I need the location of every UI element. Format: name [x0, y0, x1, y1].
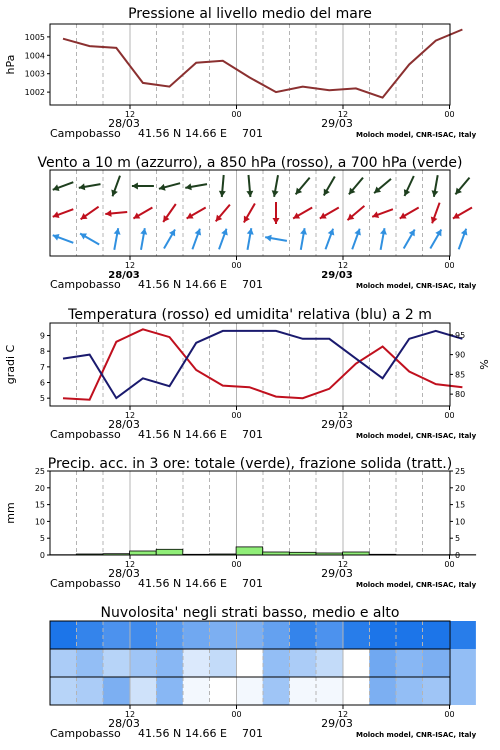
- precip-ytick-right-label: 20: [455, 483, 466, 493]
- wind-arrow: [455, 178, 469, 195]
- wind-arrow: [219, 229, 228, 250]
- cloud-cell-medio: [130, 649, 157, 677]
- wind-arrow: [272, 175, 279, 197]
- cloud-cell-basso: [210, 677, 237, 705]
- precip-ytick-right-label: 10: [455, 517, 466, 527]
- temp-rh-ytick-right-label: 90: [455, 350, 466, 360]
- temp-rh-elev: 701: [242, 428, 263, 441]
- pressure-lon: 14.66 E: [185, 127, 227, 140]
- temp-rh-date-label: 28/03: [108, 418, 140, 431]
- wind-arrow: [219, 175, 226, 197]
- wind-date-label: 28/03: [108, 270, 140, 281]
- wind-arrow: [348, 206, 365, 220]
- precip-ytick-right-label: 15: [455, 500, 466, 510]
- cloud-cell-alto: [50, 621, 77, 649]
- cloud-cell-medio: [343, 649, 370, 677]
- cloud-cell-alto: [263, 621, 290, 649]
- cloud-cell-basso: [50, 677, 77, 705]
- precip-title: Precip. acc. in 3 ore: totale (verde), frazione solida (tratt.): [47, 456, 453, 472]
- wind-elev: 701: [242, 278, 263, 291]
- temp-rh-ytick-right-label: 95: [455, 330, 466, 340]
- cloud-xtick-label: 12: [337, 710, 349, 719]
- cloud-cell-alto: [236, 621, 263, 649]
- pressure-credit: Moloch model, CNR-ISAC, Italy: [356, 131, 477, 139]
- cloud-cell-basso: [423, 677, 450, 705]
- wind-arrow: [192, 229, 201, 250]
- pressure-date-label: 28/03: [108, 117, 140, 130]
- cloud-date-label: 28/03: [108, 717, 140, 730]
- cloud-cell-medio: [263, 649, 290, 677]
- wind-arrow: [374, 179, 391, 193]
- pressure-ylabel: hPa: [4, 54, 17, 75]
- cloud-cell-medio: [76, 649, 103, 677]
- wind-arrow: [273, 202, 280, 224]
- precip-xtick-label: 00: [231, 560, 242, 569]
- cloud-cell-medio: [210, 649, 237, 677]
- cloud-cell-alto: [210, 621, 237, 649]
- precip-ytick-right-label: 25: [455, 467, 466, 476]
- precip-ytick-label: 0: [39, 551, 45, 560]
- wind-arrow: [53, 209, 74, 218]
- precip-frame: [50, 471, 450, 555]
- cloud-cell-medio: [103, 649, 130, 677]
- temp-rh-ytick-right-label: 85: [455, 370, 466, 380]
- wind-arrow: [216, 205, 230, 222]
- pressure-location: Campobasso: [50, 127, 121, 140]
- wind-arrow: [459, 229, 468, 250]
- cloud-cell-alto: [316, 621, 343, 649]
- temp-rh-ytick-label: 9: [39, 331, 45, 341]
- precip-credit: Moloch model, CNR-ISAC, Italy: [356, 581, 477, 589]
- precip-ytick-label: 15: [34, 500, 45, 510]
- cloud-cell-alto: [103, 621, 130, 649]
- precip-lat: 41.56 N: [138, 577, 182, 590]
- precip-ytick-right-label: 0: [455, 551, 461, 560]
- temp-rh-ylabel-right: %: [478, 359, 491, 370]
- precip-ytick-label: 5: [39, 534, 45, 544]
- cloud-xtick-label: 00: [231, 710, 242, 719]
- wind-xtick-label: 12: [337, 261, 349, 270]
- pressure-ytick-label: 1003: [24, 69, 45, 79]
- wind-arrow: [246, 175, 253, 197]
- cloud-cell-medio: [183, 649, 210, 677]
- cloud-cell-alto: [343, 621, 370, 649]
- temp-rh-location: Campobasso: [50, 428, 121, 441]
- wind-arrow: [111, 176, 120, 197]
- cloud-cell-basso: [343, 677, 370, 705]
- wind-arrow: [372, 209, 393, 218]
- temp-rh-ylabel-left: gradi C: [4, 344, 17, 385]
- temp-rh-xtick-label: 00: [444, 411, 455, 420]
- wind-xtick-label: 00: [231, 261, 242, 270]
- cloud-location: Campobasso: [50, 727, 121, 740]
- wind-arrow: [352, 229, 361, 250]
- cloud-lon: 14.66 E: [185, 727, 227, 740]
- temp-rh-ytick-label: 6: [39, 378, 45, 388]
- cloud-cell-medio: [369, 649, 396, 677]
- cloud-cell-alto: [130, 621, 157, 649]
- cloud-elev: 701: [242, 727, 263, 740]
- cloud-cell-basso: [263, 677, 290, 705]
- cloud-cell-alto: [449, 621, 476, 649]
- precip-ytick-right-label: 5: [455, 534, 461, 544]
- pressure-frame: [50, 24, 450, 105]
- wind-arrow: [159, 183, 180, 191]
- temp-rh-lat: 41.56 N: [138, 428, 182, 441]
- cloud-cell-alto: [76, 621, 103, 649]
- cloud-cell-basso: [369, 677, 396, 705]
- precip-ytick-label: 10: [34, 517, 45, 527]
- wind-arrow: [265, 235, 287, 242]
- wind-arrow: [324, 177, 335, 196]
- wind-arrow: [380, 228, 387, 250]
- cloud-cell-basso: [76, 677, 103, 705]
- cloud-cell-alto: [396, 621, 423, 649]
- wind-arrow: [163, 204, 176, 222]
- pressure-ytick-label: 1004: [24, 51, 45, 61]
- precip-xtick-label: 12: [337, 560, 349, 569]
- temp-rh-ytick-right-label: 80: [455, 390, 466, 400]
- pressure-elev: 701: [242, 127, 263, 140]
- cloud-cell-medio: [289, 649, 316, 677]
- cloud-date-label: 29/03: [321, 717, 353, 730]
- wind-lon: 14.66 E: [185, 278, 227, 291]
- wind-arrow: [81, 207, 99, 220]
- cloud-cell-medio: [423, 649, 450, 677]
- cloud-title: Nuvolosita' negli strati basso, medio e alto: [100, 605, 400, 621]
- pressure-xtick-label: 12: [337, 110, 349, 119]
- wind-arrow: [300, 228, 307, 250]
- precip-ylabel: mm: [4, 502, 17, 524]
- pressure-ytick-label: 1005: [24, 32, 45, 42]
- temp-rh-xtick-label: 00: [231, 411, 242, 420]
- cloud-cell-basso: [130, 677, 157, 705]
- cloud-cell-alto: [369, 621, 396, 649]
- cloud-cell-basso: [396, 677, 423, 705]
- wind-credit: Moloch model, CNR-ISAC, Italy: [356, 282, 477, 290]
- wind-arrow: [453, 208, 472, 219]
- wind-arrow: [164, 230, 175, 249]
- wind-arrow: [404, 176, 414, 196]
- cloud-xtick-label: 00: [444, 710, 455, 719]
- temp-rh-lon: 14.66 E: [185, 428, 227, 441]
- precip-ytick-label: 25: [34, 467, 45, 476]
- precip-xtick-label: 00: [444, 560, 455, 569]
- wind-xtick-label: 12: [124, 261, 136, 270]
- cloud-cell-medio: [396, 649, 423, 677]
- pressure-title: Pressione al livello medio del mare: [128, 6, 372, 22]
- wind-arrow: [105, 210, 127, 217]
- temp-rh-ytick-label: 5: [39, 394, 45, 404]
- cloud-cell-medio: [156, 649, 183, 677]
- wind-arrow: [187, 208, 206, 219]
- wind-arrow: [114, 228, 121, 250]
- wind-arrow: [296, 178, 310, 195]
- pressure-xtick-label: 00: [444, 110, 455, 119]
- precip-date-label: 29/03: [321, 567, 353, 580]
- wind-title: Vento a 10 m (azzurro), a 850 hPa (rosso), a 700 hPa (verde): [37, 155, 463, 171]
- cloud-xtick-label: 12: [124, 710, 136, 719]
- cloud-cell-alto: [183, 621, 210, 649]
- cloud-cell-basso: [449, 677, 476, 705]
- pressure-xtick-label: 12: [124, 110, 136, 119]
- cloud-cell-alto: [156, 621, 183, 649]
- wind-arrow: [349, 178, 363, 195]
- precip-xtick-label: 12: [124, 560, 136, 569]
- wind-arrow: [432, 175, 439, 197]
- cloud-cell-medio: [50, 649, 77, 677]
- wind-arrow: [133, 208, 152, 219]
- cloud-cell-basso: [156, 677, 183, 705]
- cloud-lat: 41.56 N: [138, 727, 182, 740]
- temp-rh-xtick-label: 12: [337, 411, 349, 420]
- wind-arrow: [247, 228, 254, 250]
- precip-bar: [156, 549, 183, 555]
- cloud-cell-basso: [316, 677, 343, 705]
- cloud-cell-medio: [449, 649, 476, 677]
- wind-arrow: [185, 183, 207, 190]
- wind-arrow: [431, 203, 440, 224]
- wind-arrow: [53, 182, 74, 191]
- temp-rh-credit: Moloch model, CNR-ISAC, Italy: [356, 432, 477, 440]
- cloud-cell-medio: [236, 649, 263, 677]
- pressure-ytick-label: 1002: [24, 88, 45, 98]
- wind-lat: 41.56 N: [138, 278, 182, 291]
- precip-lon: 14.66 E: [185, 577, 227, 590]
- precip-bar: [130, 551, 157, 555]
- wind-arrow: [132, 183, 154, 190]
- precip-date-label: 28/03: [108, 567, 140, 580]
- cloud-cell-alto: [423, 621, 450, 649]
- wind-date-label: 29/03: [321, 270, 353, 281]
- wind-arrow: [430, 230, 441, 249]
- wind-arrow: [404, 230, 415, 249]
- precip-location: Campobasso: [50, 577, 121, 590]
- wind-arrow: [244, 204, 255, 223]
- precip-ytick-label: 20: [34, 483, 45, 493]
- cloud-cell-basso: [236, 677, 263, 705]
- cloud-credit: Moloch model, CNR-ISAC, Italy: [356, 731, 477, 739]
- temp-rh-ytick-label: 8: [39, 347, 45, 357]
- precip-bar: [236, 547, 263, 555]
- cloud-cell-alto: [289, 621, 316, 649]
- wind-location: Campobasso: [50, 278, 121, 291]
- wind-arrow: [80, 234, 99, 245]
- pressure-xtick-label: 00: [231, 110, 242, 119]
- wind-arrow: [140, 228, 147, 250]
- temp-rh-title: Temperatura (rosso) ed umidita' relativa (blu) a 2 m: [68, 307, 432, 323]
- wind-arrow: [320, 208, 339, 219]
- pressure-lat: 41.56 N: [138, 127, 182, 140]
- temp-rh-ytick-label: 7: [39, 362, 45, 372]
- precip-elev: 701: [242, 577, 263, 590]
- wind-xtick-label: 00: [444, 261, 455, 270]
- cloud-cell-basso: [183, 677, 210, 705]
- temp-rh-date-label: 29/03: [321, 418, 353, 431]
- temp-rh-frame: [50, 323, 450, 406]
- cloud-cell-basso: [103, 677, 130, 705]
- cloud-cell-medio: [316, 649, 343, 677]
- wind-arrow: [53, 234, 74, 243]
- wind-arrow: [293, 208, 312, 219]
- cloud-cell-basso: [289, 677, 316, 705]
- wind-arrow: [79, 183, 101, 190]
- temp-rh-xtick-label: 12: [124, 411, 136, 420]
- wind-arrow: [400, 208, 419, 219]
- pressure-date-label: 29/03: [321, 117, 353, 130]
- wind-arrow: [326, 229, 335, 250]
